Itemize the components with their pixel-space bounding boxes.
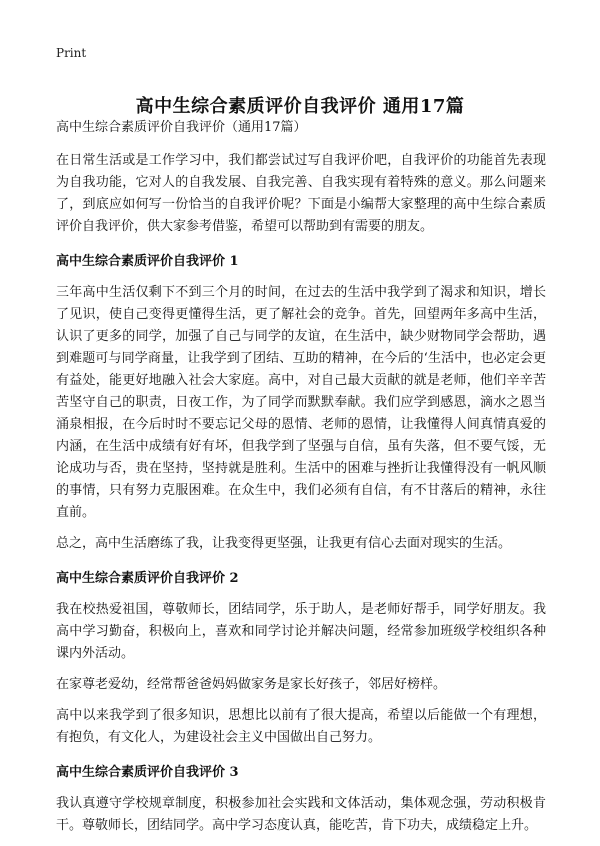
document-title: 高中生综合素质评价自我评价 通用17篇 — [135, 96, 465, 118]
section-2-paragraph-3: 高中以来我学到了很多知识，思想比以前有了很大提高，希望以后能做一个有理想，有抱负，有文化人，为建设社会主义中国做出自己努力。 — [56, 708, 546, 745]
section-1-paragraph-1: 三年高中生活仅剩下不到三个月的时间，在过去的生活中我学到了渴求和知识，增长了见识，使自己变得更懂得生活，更了解社会的竞争。首先，回望两年多高中生活，认识了更多的同学，加强了自己与同学的友谊，在生活中，缺少财物同学会帮助，遇到难题可与同学商量，让我学到了团结、互助的精神，在今后的‘生活中，也必定会更有益处，能更好地融入社会大家庭。高中，对自己最大贡献的就是老师，他们辛辛苦苦坚守自己的职责，日夜工作，为了同学而默默奉献。我们应学到感恩，滴水之恩当涌泉相报，在今后时时不要忘记父母的恩情、老师的恩情，让我懂得人间真情真爱的内涵，在生活中成绩有好有坏，但我学到了坚强与自信，虽有失落，但不要气馁，无论成功与否，贵在坚持，坚持就是胜利。生活中的困难与挫折让我懂得没有一帆风顺的事情，只有努力克服困难。在众生中，我们必须有自信，有不甘落后的精神，永往直前。 — [56, 285, 546, 520]
section-2-paragraph-1: 我在校热爱祖国，尊敬师长，团结同学，乐于助人，是老师好帮手，同学好朋友。我高中学习勤奋，积极向上，喜欢和同学讨论并解决问题，经常参加班级学校组织各种课内外活动。 — [56, 602, 546, 661]
section-3-paragraph-1: 我认真遵守学校规章制度，积极参加社会实践和文体活动，集体观念强，劳动积极肯干。尊敬师长，团结同学。高中学习态度认真，能吃苦，肯下功夫，成绩稳定上升。 — [56, 796, 546, 833]
print-link[interactable]: Print — [56, 46, 87, 60]
section-1-paragraph-2: 总之，高中生活磨练了我，让我变得更坚强，让我更有信心去面对现实的生活。 — [56, 536, 512, 551]
intro-paragraph: 在日常生活或是工作学习中，我们都尝试过写自我评价吧，自我评价的功能首先表现为自我功能，它对人的自我发展、自我完善、自我实现有着特殊的意义。那么问题来了，到底应如何写一份恰当的自我评价呢？下面是小编帮大家整理的高中生综合素质评价自我评价，供大家参考借鉴，希望可以帮助到有需要的朋友。 — [56, 153, 546, 234]
section-2-paragraph-2: 在家尊老爱幼，经常帮爸爸妈妈做家务是家长好孩子，邻居好榜样。 — [56, 677, 447, 692]
section-2-heading: 高中生综合素质评价自我评价 2 — [56, 571, 239, 586]
section-3-heading: 高中生综合素质评价自我评价 3 — [56, 765, 239, 780]
document-subtitle: 高中生综合素质评价自我评价（通用17篇） — [56, 120, 307, 135]
section-1-heading: 高中生综合素质评价自我评价 1 — [56, 254, 239, 269]
document-body — [56, 118, 546, 846]
